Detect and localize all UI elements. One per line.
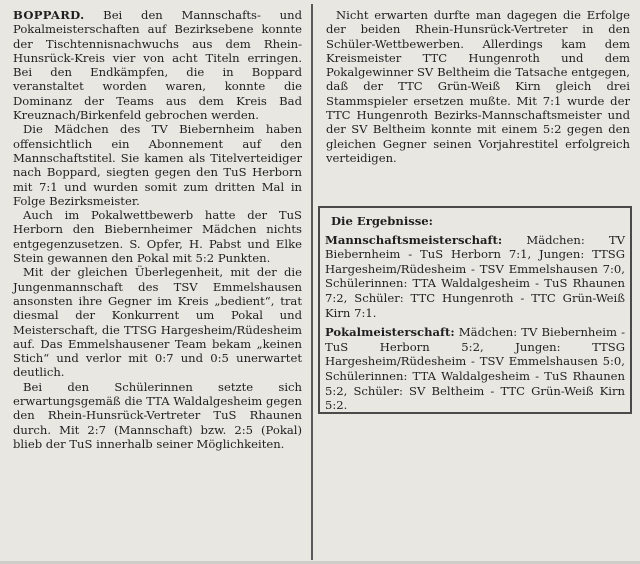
results-cup-text: Mädchen: TV Biebernheim - TuS Herborn 5:2, Jungen: TTSG Hargesheim/Rüdesheim - TSV Emmelshausen 5:0, Schülerinnen: TTA Waldalgesheim - TuS Rhaunen 5:2, Schüler: SV Beltheim - TTC Grün-Weiß Kirn 5:2. (325, 325, 625, 413)
results-team (325, 233, 625, 321)
results-team-label: Mannschaftsmeisterschaft: (325, 232, 503, 247)
right-column (318, 6, 636, 165)
paragraph-schuelerinnen: Bei den Schülerinnen setzte sich erwartungsgemäß die TTA Waldalgesheim gegen den Rhein-Hunsrück-Vertreter TuS Rhaunen durch. Mit 2:7 (Mannschaft) bzw. 2:5 (Pokal) blieb der TuS innerhalb seiner Möglichkeiten. (13, 379, 302, 451)
paragraph-intro (13, 8, 302, 122)
results-box (325, 214, 625, 418)
paragraph-jungen: Mit der gleichen Überlegenheit, mit der die Jungenmannschaft des TSV Emmelshausen ansonsten ihre Gegner im Kreis „bedient“, trat diesmal der Konkurrent um Pokal und Meisterschaft, die TTSG Hargesheim/Rüdesheim auf. Das Emmelshausener Team bekam „keinen Stich“ und verlor mit 0:7 und 0:5 unerwartet deutlich. (13, 265, 302, 380)
results-cup (325, 325, 625, 413)
dateline: BOPPARD. (13, 8, 85, 22)
results-cup-label: Pokalmeisterschaft: (325, 325, 455, 340)
results-heading: Die Ergebnisse: (331, 214, 433, 228)
paragraph-maedchen: Die Mädchen des TV Biebernheim haben offensichtlich ein Abonnement auf den Mannschaftstitel. Sie kamen als Titelverteidiger nach Boppard, siegten gegen den TuS Herborn mit 7:1 und wurden somit zum dritten Mal in Folge Bezirksmeister. (13, 122, 302, 208)
paragraph-schueler: Nicht erwarten durfte man dagegen die Erfolge der beiden Rhein-Hunsrück-Vertreter in den Schüler-Wettbewerben. Allerdings kam dem Kreismeister TTC Hungenroth und dem Pokalgewinner SV Beltheim die Tatsache entgegen, daß der TTC Grün-Weiß Kirn gleich drei Stammspieler ersetzen mußte. Mit 7:1 wurde der TTC Hungenroth Bezirks-Mannschaftsmeister und der SV Beltheim konnte mit einem 5:2 gegen den gleichen Gegner seinen Vorjahrestitel erfolgreich verteidigen. (326, 8, 630, 165)
column-divider (311, 4, 313, 560)
results-team-text: Mädchen: TV Biebernheim - TuS Herborn 7:1, Jungen: TTSG Hargesheim/Rüdesheim - TSV Emmelshausen 7:0, Schülerinnen: TTA Waldalgesheim - TuS Rhaunen 7:2, Schüler: TTC Hungenroth - TTC Grün-Weiß Kirn 7:1. (325, 232, 625, 320)
paragraph-intro-text: Bei den Mannschafts- und Pokalmeisterschaften auf Bezirksebene konnte der Tischtennisnachwuchs aus dem Rhein-Hunsrück-Kreis vier von acht Titeln erringen. Bei den Endkämpfen, die in Boppard veranstaltet worden waren, konnte die Dominanz der Teams aus dem Kreis Bad Kreuznach/Birkenfeld gebrochen werden. (13, 8, 302, 123)
left-column (5, 6, 306, 451)
paragraph-pokal: Auch im Pokalwettbewerb hatte der TuS Herborn den Biebernheimer Mädchen nichts entgegenzusetzen. S. Opfer, H. Pabst und Elke Stein gewannen den Pokal mit 5:2 Punkten. (13, 208, 302, 266)
